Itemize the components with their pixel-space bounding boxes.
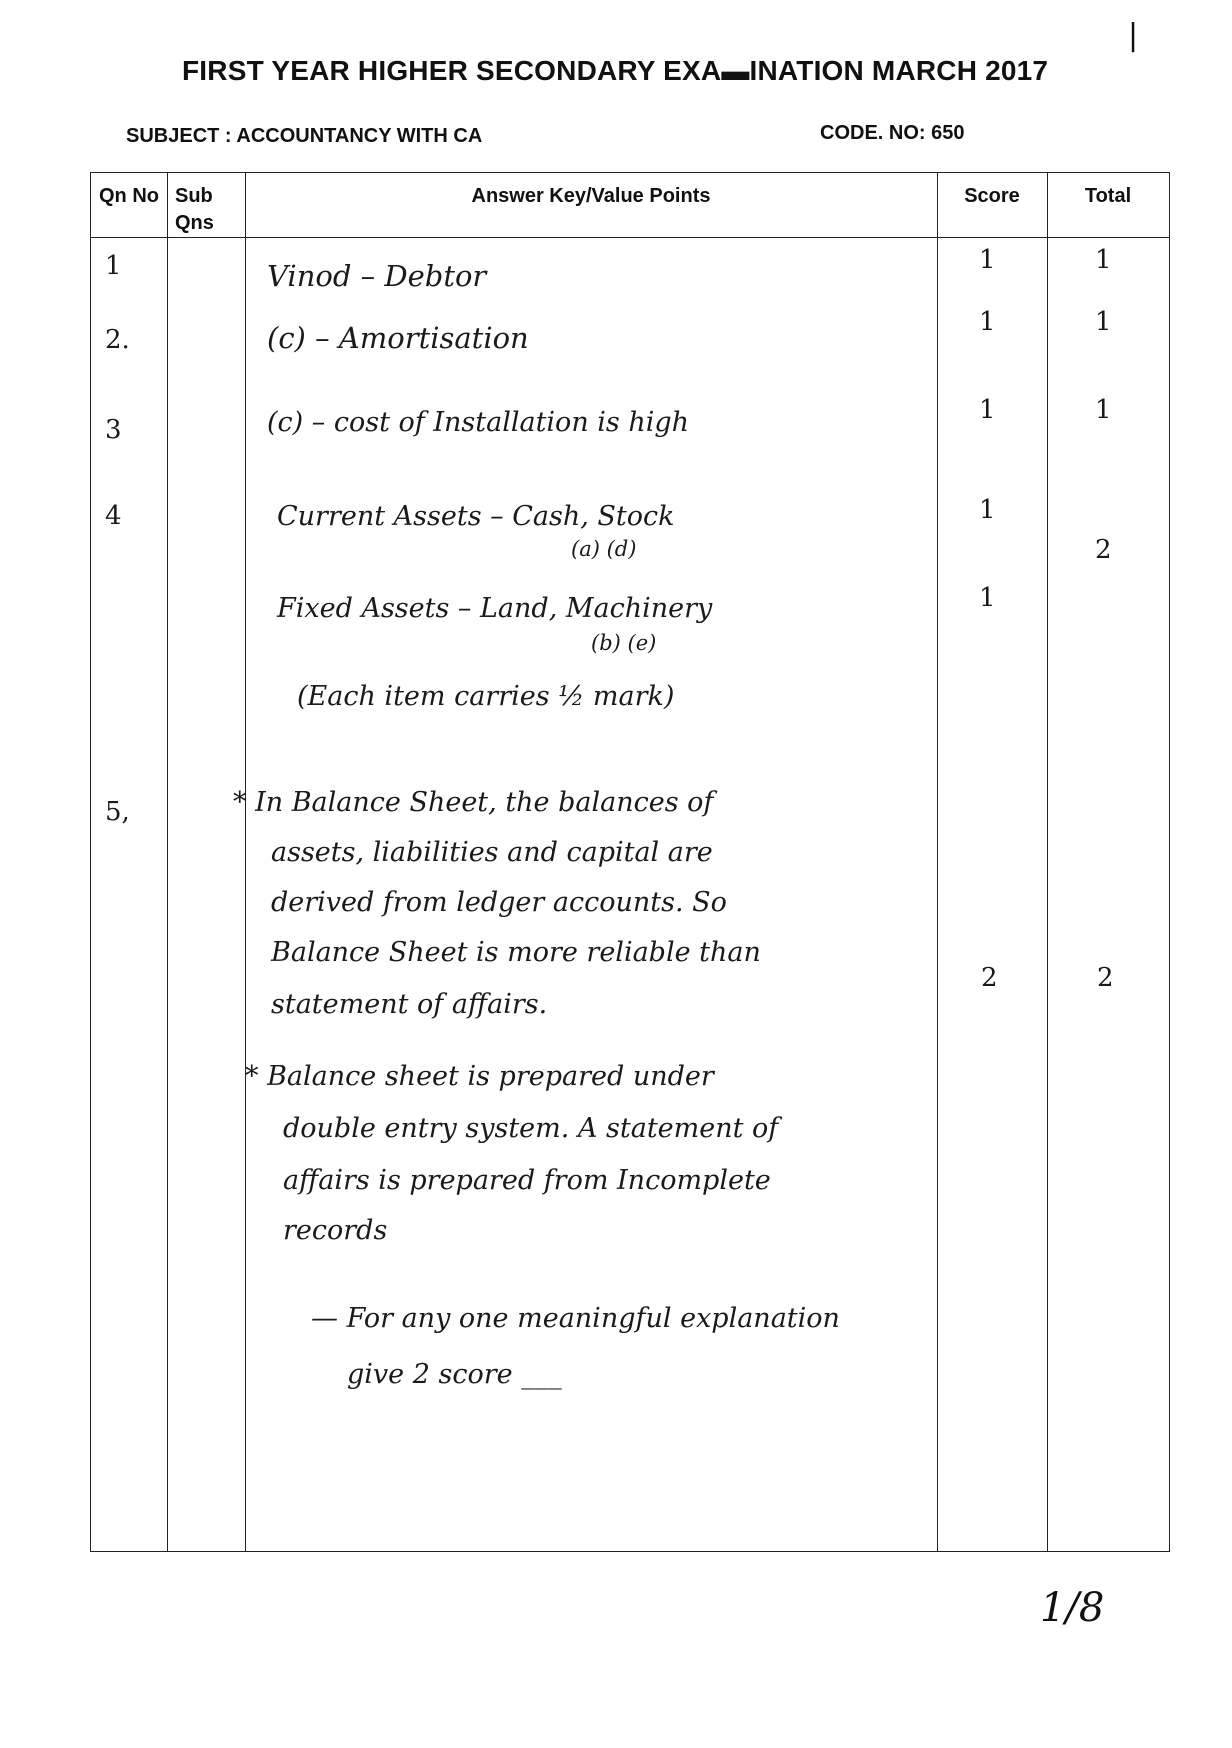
- header-divider: [91, 237, 1169, 238]
- subject-label: SUBJECT : ACCOUNTANCY WITH CA: [126, 125, 483, 147]
- answer-line: derived from ledger accounts. So: [271, 887, 727, 918]
- marking-note: — For any one meaningful explanation: [311, 1303, 840, 1334]
- header-qn-no: Qn No: [99, 185, 159, 207]
- answer-line: affairs is prepared from Incomplete: [283, 1165, 771, 1196]
- qn-number: 3: [105, 415, 122, 445]
- fixed-assets-letters: (b) (e): [591, 631, 657, 655]
- score-value: 1: [979, 395, 996, 425]
- answer-text: Vinod – Debtor: [267, 259, 487, 293]
- column-divider: [937, 173, 938, 1551]
- answer-line: * In Balance Sheet, the balances of: [233, 787, 714, 818]
- qn-number: 4: [105, 501, 122, 531]
- score-value: 1: [979, 245, 996, 275]
- column-divider: [167, 173, 168, 1551]
- answer-line: assets, liabilities and capital are: [271, 837, 713, 868]
- score-value: 1: [979, 495, 996, 525]
- qn-number: 2.: [105, 325, 130, 355]
- current-assets-answer: Current Assets – Cash, Stock: [277, 501, 675, 532]
- answer-line: records: [283, 1215, 388, 1246]
- exam-title: FIRST YEAR HIGHER SECONDARY EXA▬INATION MARCH 2017: [182, 55, 1049, 86]
- total-value: 2: [1095, 535, 1112, 565]
- marking-note: give 2 score ___: [347, 1359, 562, 1390]
- column-divider: [1047, 173, 1048, 1551]
- score-value: 1: [979, 583, 996, 613]
- total-value: 1: [1095, 245, 1112, 275]
- page-number: 1/8: [1040, 1585, 1105, 1631]
- total-value: 1: [1095, 395, 1112, 425]
- score-value: 1: [979, 307, 996, 337]
- current-assets-letters: (a) (d): [571, 537, 637, 561]
- answer-line: statement of affairs.: [271, 989, 548, 1020]
- header-score: Score: [964, 185, 1020, 207]
- header-answer: Answer Key/Value Points: [471, 185, 711, 207]
- score-value: 2: [981, 963, 998, 993]
- answer-text: (c) – Amortisation: [267, 321, 529, 355]
- answer-text: (c) – cost of Installation is high: [267, 407, 690, 438]
- answer-line: * Balance sheet is prepared under: [245, 1061, 714, 1092]
- marking-note: (Each item carries ½ mark): [297, 681, 675, 712]
- total-value: 1: [1095, 307, 1112, 337]
- page-marker: |: [1128, 18, 1139, 53]
- qn-number: 1: [105, 251, 122, 281]
- total-value: 2: [1097, 963, 1114, 993]
- header-sub-qns: Sub Qns: [175, 185, 214, 234]
- fixed-assets-answer: Fixed Assets – Land, Machinery: [277, 593, 713, 624]
- answer-key-table: [90, 172, 1170, 1552]
- column-divider: [245, 173, 246, 1551]
- header-total: Total: [1084, 185, 1132, 207]
- qn-number: 5,: [105, 797, 130, 827]
- answer-line: Balance Sheet is more reliable than: [271, 937, 761, 968]
- code-label: CODE. NO: 650: [820, 122, 965, 144]
- answer-line: double entry system. A statement of: [283, 1113, 779, 1144]
